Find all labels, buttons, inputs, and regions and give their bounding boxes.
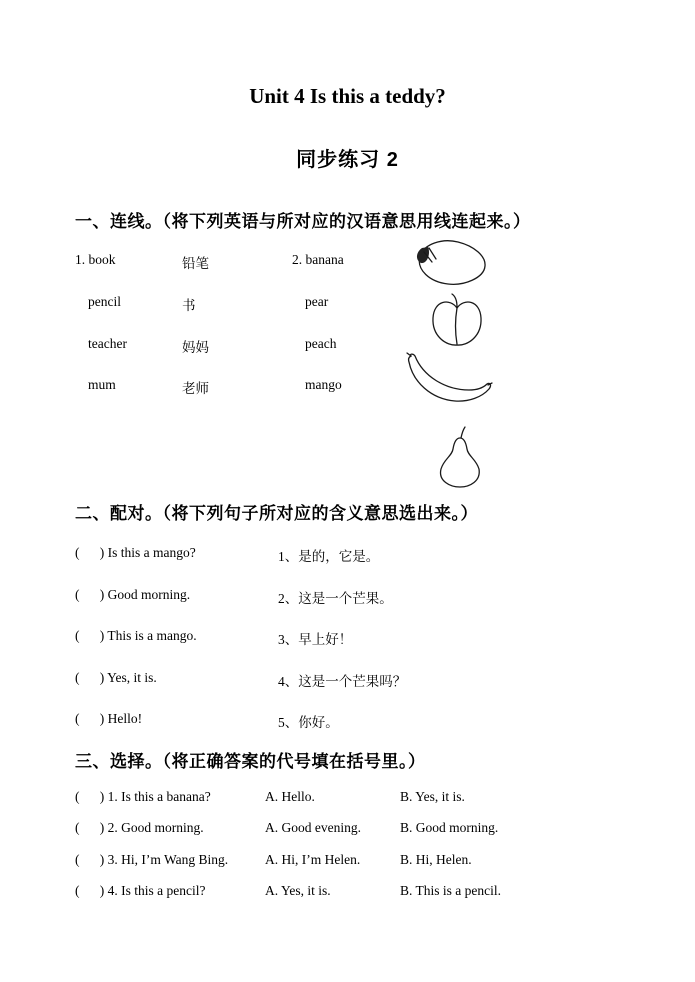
mango-image: [412, 236, 490, 295]
page-title: Unit 4 Is this a teddy?: [249, 84, 446, 108]
pear-image: [436, 426, 484, 493]
match-row: [75, 377, 344, 419]
choice-question: ( ) 3. Hi, I’m Wang Bing.: [75, 851, 229, 867]
pair-row: [75, 587, 406, 629]
pair-meaning: 3、早上好！: [278, 632, 353, 648]
choice-option-a: A. Good evening.: [265, 820, 361, 836]
choice-option-a: A. Hi, I’m Helen.: [265, 851, 361, 867]
pairing-table: [75, 545, 406, 753]
choice-table: [75, 789, 501, 915]
peach-image: [430, 292, 484, 357]
choice-row: [75, 789, 501, 820]
choice-option-a: A. Hello.: [265, 789, 315, 804]
match-chinese: 铅笔: [182, 256, 209, 271]
pair-meaning: 1、是的，它是。: [278, 549, 380, 564]
section2-heading: 二、配对。（将下列句子所对应的含义意思选出来。）: [75, 504, 478, 523]
match-english: 1. book: [75, 252, 116, 267]
choice-option-b: B. Hi, Helen.: [400, 851, 472, 867]
section1-heading: 一、连线。（将下列英语与所对应的汉语意思用线连起来。）: [75, 212, 531, 231]
match-chinese: 妈妈: [182, 339, 209, 355]
pair-sentence: ( ) Is this a mango?: [75, 545, 196, 560]
match-english2: mango: [305, 377, 342, 393]
choice-option-a: A. Yes, it is.: [265, 883, 331, 899]
match-english2: pear: [305, 293, 329, 309]
match-row: [75, 252, 344, 294]
pair-sentence: ( ) This is a mango.: [75, 628, 197, 644]
choice-question: ( ) 4. Is this a pencil?: [75, 883, 206, 899]
matching-table: [75, 252, 344, 419]
pair-sentence: ( ) Hello!: [75, 711, 143, 727]
banana-image: [405, 352, 493, 409]
match-english: teacher: [88, 335, 127, 351]
pair-row: [75, 628, 406, 670]
choice-row: [75, 820, 501, 851]
page-subtitle: 同步练习 2: [296, 149, 399, 171]
choice-option-b: B. Good morning.: [400, 820, 499, 836]
match-english: pencil: [88, 293, 121, 309]
match-row: [75, 336, 344, 378]
pair-meaning: 5、你好。: [278, 715, 339, 731]
match-row: [75, 294, 344, 336]
match-english2: 2. banana: [292, 252, 344, 267]
match-english: mum: [88, 377, 116, 393]
match-chinese: 书: [182, 297, 196, 313]
pair-row: [75, 670, 406, 712]
pair-sentence: ( ) Yes, it is.: [75, 669, 157, 685]
section3-heading: 三、选择。（将正确答案的代号填在括号里。）: [75, 752, 426, 771]
pair-sentence: ( ) Good morning.: [75, 586, 191, 602]
pair-meaning: 2、这是一个芒果。: [278, 590, 393, 606]
choice-row: [75, 852, 501, 883]
match-chinese: 老师: [182, 381, 209, 397]
pair-row: [75, 545, 406, 587]
choice-option-b: B. Yes, it is.: [400, 789, 465, 804]
choice-question: ( ) 2. Good morning.: [75, 820, 204, 836]
choice-question: ( ) 1. Is this a banana?: [75, 789, 211, 804]
match-english2: peach: [305, 335, 337, 351]
pair-meaning: 4、这是一个芒果吗？: [278, 673, 407, 689]
choice-option-b: B. This is a pencil.: [400, 883, 501, 899]
choice-row: [75, 883, 501, 914]
